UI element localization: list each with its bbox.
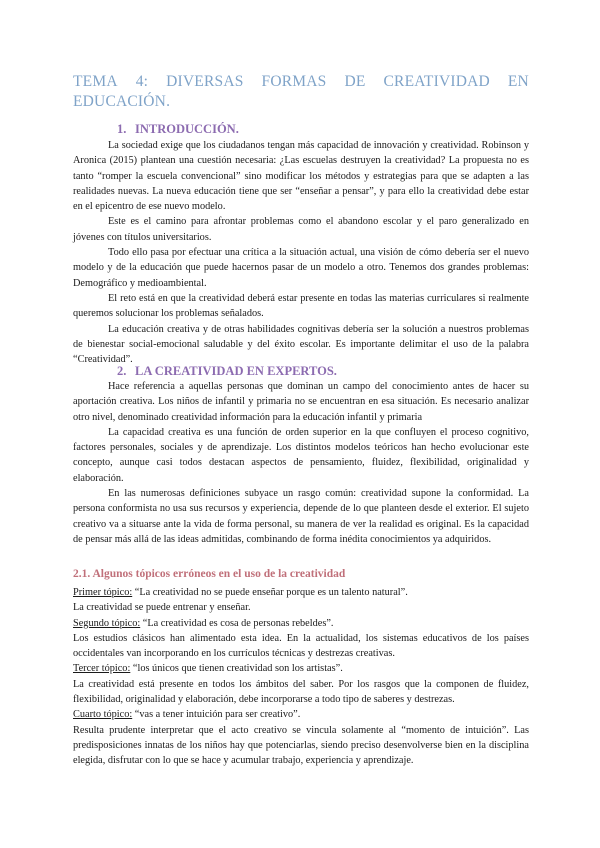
paragraph: Este es el camino para afrontar problemas como el abandono escolar y el paro generalizado en jóvenes con títulos universitarios. (73, 216, 529, 243)
topic-label: Cuarto tópico: (73, 709, 133, 721)
topic-quote: “La creatividad no se puede enseñar porque es un talento natural”. (132, 587, 408, 598)
title-word: DIVERSAS (166, 73, 244, 90)
title-word: EN (507, 73, 529, 90)
title-word: TEMA (73, 73, 118, 90)
subsection-2-1-heading: 2.1. Algunos tópicos erróneos en el uso de la creatividad (73, 568, 346, 580)
paragraph: La sociedad exige que los ciudadanos tengan más capacidad de innovación y creatividad. Robinson y Aronica (2015) plantean una cuestión necesaria: ¿Las escuelas destruyen la creatividad? La propuesta no es tanto “romper la escuela convencional” sino modificar los métodos y estrategias para que se adapten a las realidades nuevas. La nueva educación tiene que ser “enseñar a pensar”, y para ello la creatividad debe estar en el epicentro de ese nuevo modelo. (73, 140, 529, 213)
topic-text: Los estudios clásicos han alimentado esta idea. En la actualidad, los sistemas educativos de los países occidentales van incorporando en los currículos técnicas y destrezas creativas. (73, 632, 529, 660)
topic-line (73, 707, 529, 722)
title-word: DE (344, 73, 366, 90)
paragraph: Hace referencia a aquellas personas que dominan un campo del conocimiento antes de hacer su aportación creativa. Los niños de infantil y primaria no se encuentran en esa situación. Es necesario analizar otro nivel, denominado creatividad información para la educación infantil y primaria (73, 381, 529, 423)
title-word: FORMAS (261, 73, 327, 90)
topic-text: La creatividad está presente en todos los ámbitos del saber. Por los rasgos que la componen de fluidez, flexibilidad, originalidad y elaboración, debe incorporarse a todo tipo de saberes y destrezas. (73, 678, 529, 706)
topic-line (73, 616, 529, 631)
topic-label: Tercer tópico: (73, 663, 131, 675)
topic-quote: “vas a tener intuición para ser creativo”. (132, 709, 301, 721)
document-title (73, 72, 529, 112)
title-line-1 (73, 72, 529, 92)
paragraph: La educación creativa y de otras habilidades cognitivas debería ser la solución a nuestros problemas de bienestar social-emocional saludable y del éxito escolar. Es importante delimitar el uso de la palabra “Creatividad”. (73, 323, 529, 366)
topic-label: Segundo tópico: (73, 617, 141, 629)
topic-line (73, 585, 529, 600)
topic-label: Primer tópico: (73, 587, 133, 598)
paragraph: La capacidad creativa es una función de orden superior en la que confluyen el proceso cognitivo, factores personales, sociales y de aprendizaje. Los distintos modelos teóricos han hecho evolucionar este concepto, aunque casi todos destacan aspectos de pensamiento, fluidez, flexibilidad, originalidad y elaboración. (73, 426, 529, 484)
topic-line (73, 661, 529, 676)
section-number: 2. (117, 364, 127, 378)
topic-text: La creatividad se puede entrenar y enseñar. (73, 602, 251, 614)
title-word: 4: (135, 73, 149, 90)
topic-text: Resulta prudente interpretar que el acto creativo se vincula solamente al “momento de intuición”. Las predisposiciones innatas de los niños hay que potenciarlas, siendo preciso desenvolverse bien en la disciplina elegida, disfrutar con lo que se hace y acumular trabajo, experiencia y aprendizaje. (73, 724, 529, 767)
paragraph: En las numerosas definiciones subyace un rasgo común: creatividad supone la conformidad. La persona conformista no usa sus recursos y experiencia, depende de lo que planteen desde el exterior. El sujeto creativo va a situarse ante la vida de forma personal, su manera de ver la realidad es original. Es la capacidad de pensar más allá de las ideas admitidas, combinando de forma inédita conocimientos ya adquiridos. (73, 488, 529, 545)
section-1-heading (117, 122, 537, 137)
section-title: LA CREATIVIDAD EN EXPERTOS. (135, 364, 337, 378)
section-2-heading (117, 364, 537, 379)
title-word: CREATIVIDAD (383, 73, 490, 90)
section-title: INTRODUCCIÓN. (135, 122, 239, 136)
section-number: 1. (117, 122, 127, 136)
paragraph: Todo ello pasa por efectuar una crítica a la situación actual, una visión de cómo debería ser el nuevo modelo y de la educación que puede hacernos pasar de un modelo a otro. Tenemos dos grandes problemas: Demográfico y medioambiental. (73, 247, 529, 289)
topic-quote: “los únicos que tienen creatividad son los artistas”. (130, 663, 343, 675)
section-2-body (73, 379, 529, 547)
paragraph: El reto está en que la creatividad deberá estar presente en todas las materias curriculares si realmente queremos solucionar los problemas señalados. (73, 292, 529, 320)
title-line-2: EDUCACIÓN. (73, 93, 171, 110)
topic-quote: “La creatividad es cosa de personas rebeldes”. (140, 617, 334, 629)
section-1-body (73, 138, 529, 367)
subsection-2-1-body (73, 585, 529, 769)
